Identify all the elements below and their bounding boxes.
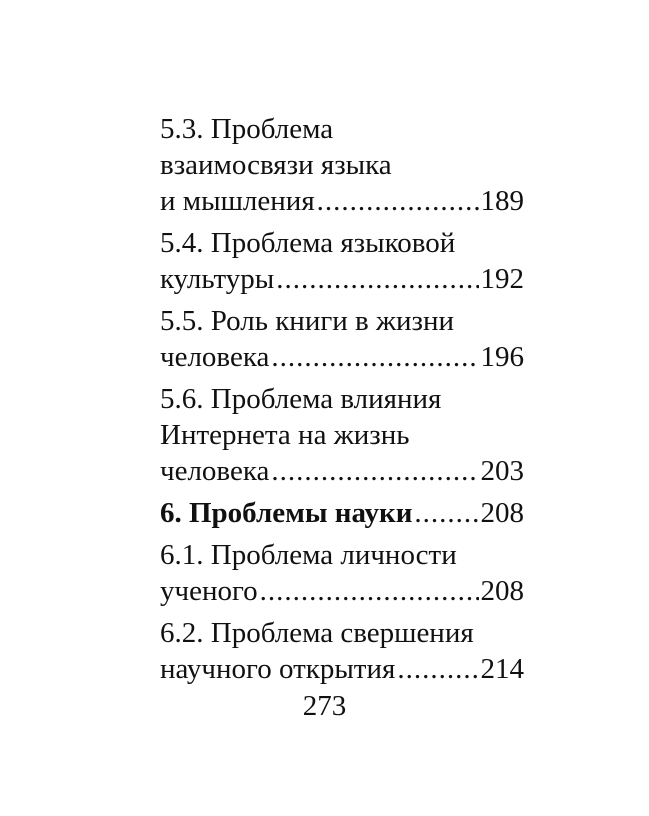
toc-entry-title-end: и мышления [160, 185, 315, 217]
toc-section-heading [160, 495, 524, 531]
dot-leader [260, 573, 479, 609]
toc-entry-last-line [160, 261, 524, 297]
toc-entry-page-number: 208 [480, 575, 524, 607]
toc-entry [160, 303, 524, 375]
toc-entry-page-number: 208 [480, 497, 524, 529]
toc-entry-title-line: 5.4. Проблема языковой [160, 227, 456, 259]
toc-entry-title-line: 5.6. Проблема влияния [160, 383, 442, 415]
toc-entry-title-line: взаимосвязи языка [160, 149, 392, 181]
toc-entry-last-line [160, 573, 524, 609]
toc-entry [160, 225, 524, 297]
dot-leader [271, 339, 478, 375]
toc-entry-title-end: человека [160, 455, 270, 487]
dot-leader [271, 453, 478, 489]
toc-entry [160, 537, 524, 609]
toc-entry-last-line [160, 453, 524, 489]
toc-entry-title-line: Интернета на жизнь [160, 419, 410, 451]
toc-entry-last-line [160, 651, 524, 687]
toc-entry [160, 381, 524, 489]
toc-entry [160, 615, 524, 687]
toc-entry-title-end: ученого [160, 575, 258, 607]
toc-entry-last-line [160, 339, 524, 375]
toc-entry-title-line: 5.5. Роль книги в жизни [160, 305, 455, 337]
toc-entry [160, 111, 524, 219]
toc-entry-title-line: 6.2. Проблема свершения [160, 617, 474, 649]
toc-entry-last-line [160, 183, 524, 219]
page-number: 273 [302, 690, 347, 722]
toc-entry-title-line: 5.3. Проблема [160, 113, 334, 145]
toc-section-title: 6. Проблемы науки [160, 497, 413, 529]
toc-entry-page-number: 196 [480, 341, 524, 373]
toc-entry-title-end: научного открытия [160, 653, 396, 685]
dot-leader [317, 183, 479, 219]
toc-entry-title-end: культуры [160, 263, 275, 295]
dot-leader [276, 261, 478, 297]
toc-entry-page-number: 214 [480, 653, 524, 685]
toc-entry-title-line: 6.1. Проблема личности [160, 539, 457, 571]
dot-leader [397, 651, 478, 687]
table-of-contents [160, 111, 524, 693]
toc-entry-page-number: 192 [480, 263, 524, 295]
toc-entry-title-end: человека [160, 341, 270, 373]
toc-entry-page-number: 189 [480, 185, 524, 217]
toc-entry-last-line [160, 495, 524, 531]
dot-leader [414, 495, 478, 531]
toc-entry-page-number: 203 [480, 455, 524, 487]
